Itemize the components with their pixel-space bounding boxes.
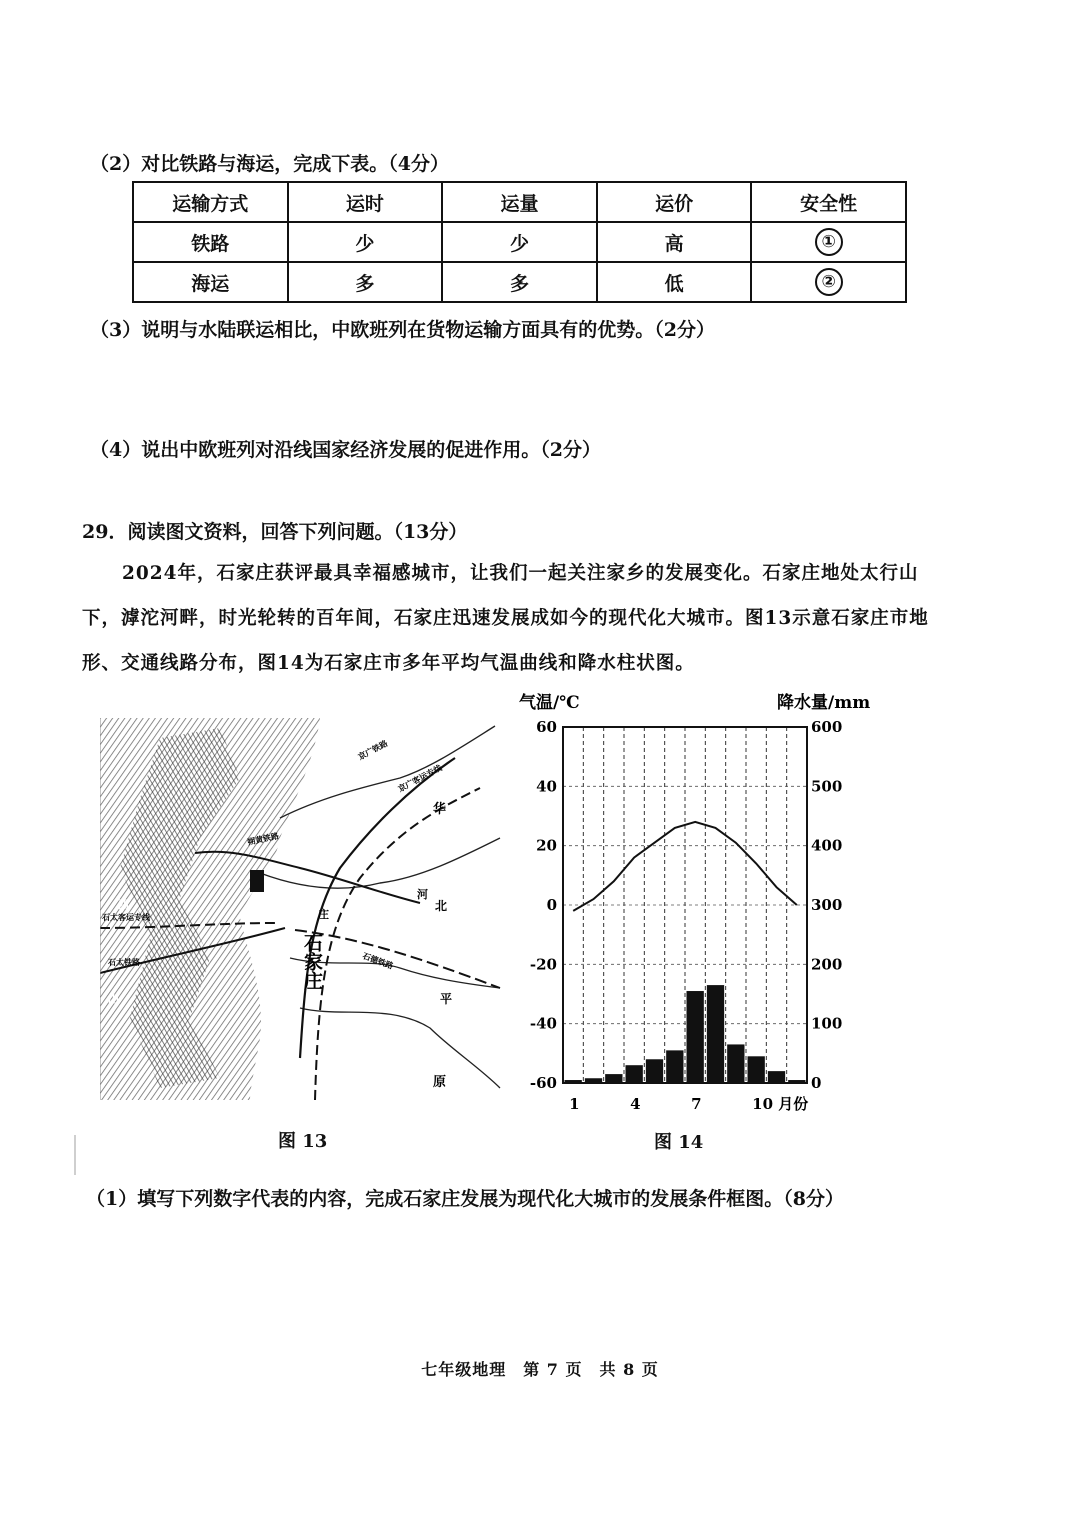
map-label-zhuang: 庄: [318, 908, 329, 921]
table-header: 运输方式: [133, 182, 288, 222]
map-label-xi: 西: [118, 898, 129, 911]
map-label-shitai-rail: 石太铁路: [108, 957, 140, 967]
left-axis-title: 气温/℃: [519, 693, 580, 713]
temp-tick-label: 60: [536, 718, 557, 736]
precip-tick-label: 500: [811, 777, 843, 796]
precip-tick-label: 0: [811, 1074, 822, 1092]
precipitation-bar: [768, 1071, 785, 1083]
table-cell: [751, 262, 906, 302]
table-header-row: [133, 182, 906, 222]
question-29-paragraph: 2024年，石家庄获评最具幸福感城市，让我们一起关注家乡的发展变化。石家庄地处太行山下，滹沱河畔，时光轮转的百年间，石家庄迅速发展成如今的现代化大城市。图13示意石家庄市地形、交通线路分布，图14为石家庄市多年平均气温曲线和降水柱状图。: [82, 563, 929, 674]
right-axis-title: 降水量/mm: [777, 693, 871, 713]
precipitation-bar: [707, 985, 724, 1083]
map-label-jingguang-hs: 京广客运专线: [396, 762, 444, 794]
figure-13-caption: 图 13: [278, 1131, 328, 1152]
table-cell: 铁路: [133, 222, 288, 262]
precipitation-bar: [666, 1050, 683, 1083]
table-header: 运价: [597, 182, 752, 222]
table-cell: 海运: [133, 262, 288, 302]
map-label-ping: 平: [440, 992, 453, 1006]
precip-tick-label: 300: [811, 896, 843, 914]
answer-blank-1: ①: [815, 228, 843, 256]
precipitation-bar: [605, 1074, 622, 1083]
month-tick-label: 4: [630, 1095, 641, 1113]
precipitation-bar: [646, 1059, 663, 1083]
river: [260, 838, 500, 888]
precip-tick-label: 100: [811, 1014, 843, 1033]
map-label-shan: 山: [108, 993, 119, 1006]
month-tick-label: 1: [569, 1095, 580, 1113]
page-footer: 七年级地理 第 7 页 共 8 页: [421, 1360, 659, 1379]
map-label-hua: 华: [433, 802, 447, 817]
comparison-table: [132, 181, 907, 303]
temp-tick-label: -40: [529, 1014, 557, 1033]
question-4-text: （4）说出中欧班列对沿线国家经济发展的促进作用。（2分）: [90, 439, 601, 461]
table-row: [133, 262, 906, 302]
temp-tick-label: 0: [546, 896, 557, 914]
table-cell: 少: [442, 222, 597, 262]
map-label-bei: 北: [435, 899, 448, 913]
precipitation-bar: [748, 1056, 765, 1083]
month-tick-label: 7: [691, 1095, 702, 1113]
precip-tick-label: 200: [811, 955, 843, 974]
answer-blank-2: ②: [815, 268, 843, 296]
map-label-yuan: 原: [433, 1075, 447, 1090]
precipitation-bar: [687, 991, 704, 1083]
question-29-1-text: （1）填写下列数字代表的内容，完成石家庄发展为现代化大城市的发展条件框图。（8分）: [86, 1188, 844, 1210]
temp-tick-label: -20: [529, 955, 557, 974]
table-header: 运量: [442, 182, 597, 222]
map-label-city: 石家庄: [301, 933, 323, 990]
map-label-shide: 石德铁路: [361, 950, 395, 971]
temp-tick-label: 20: [536, 836, 557, 855]
precip-tick-label: 600: [811, 718, 843, 736]
table-cell: [751, 222, 906, 262]
table-cell: 多: [442, 262, 597, 302]
table-cell: 少: [288, 222, 443, 262]
temp-tick-label: -60: [529, 1074, 557, 1092]
precipitation-bar: [626, 1065, 643, 1083]
question-2-text: （2）对比铁路与海运，完成下表。（4分）: [90, 153, 449, 175]
table-cell: 低: [597, 262, 752, 302]
table-header: 运时: [288, 182, 443, 222]
table-cell: 高: [597, 222, 752, 262]
shijiazhuang-city-marker: [250, 870, 264, 892]
map-label-shuohuang: 朔黄铁路: [246, 830, 280, 847]
table-row: [133, 222, 906, 262]
table-cell: 多: [288, 262, 443, 302]
table-header: 安全性: [751, 182, 906, 222]
month-tick-label: 10 月份: [752, 1095, 809, 1113]
temp-tick-label: 40: [536, 777, 557, 796]
map-label-shitai-hs: 石太客运专线: [102, 912, 150, 922]
map-label-jingguang: 京广铁路: [356, 737, 390, 762]
figure-14-caption: 图 14: [654, 1132, 704, 1153]
jingguang-hs-railway: [315, 788, 480, 1100]
precip-tick-label: 400: [811, 836, 843, 855]
figure-14-climate-chart: [515, 680, 875, 1120]
question-3-text: （3）说明与水陆联运相比，中欧班列在货物运输方面具有的优势。（2分）: [90, 319, 715, 341]
river: [300, 1008, 500, 1088]
scan-edge-mark: [74, 1135, 76, 1175]
shide-railway: [295, 930, 500, 988]
figure-13-map: [100, 718, 510, 1100]
map-label-he: 河: [417, 888, 428, 901]
question-29-title: 29．阅读图文资料，回答下列问题。（13分）: [82, 521, 468, 543]
precipitation-bar: [727, 1044, 744, 1083]
